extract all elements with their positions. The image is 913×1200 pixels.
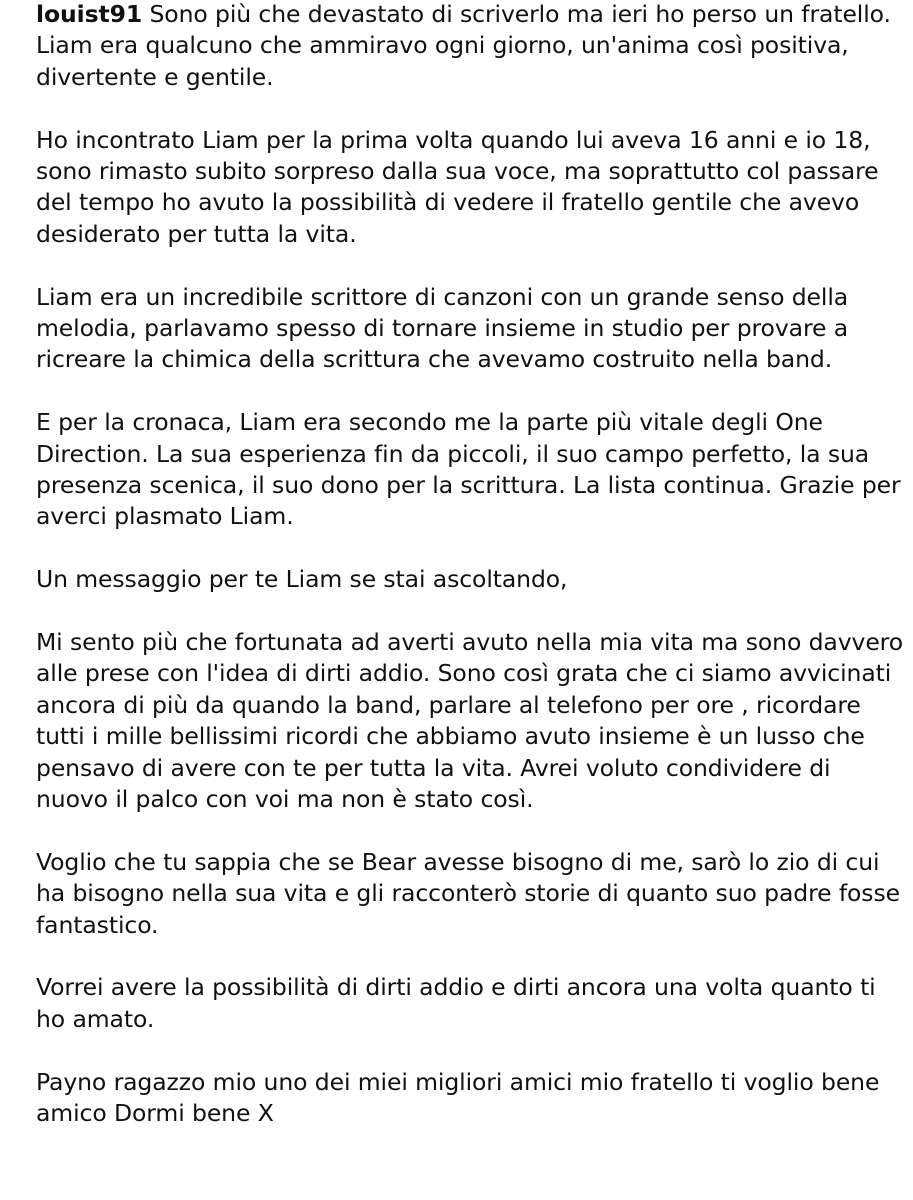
caption-paragraph-1-text: Sono più che devastato di scriverlo ma ieri ho perso un fratello. Liam era qualcuno che ammiravo ogni giorno, un'anima così positiva, divertente e gentile. — [36, 0, 891, 91]
caption-paragraph-7: Voglio che tu sappia che se Bear avesse bisogno di me, sarò lo zio di cui ha bisogno nella sua vita e gli racconterò storie di quanto suo padre fosse fantastico. — [36, 847, 900, 939]
caption-paragraph-3: Liam era un incredibile scrittore di canzoni con un grande senso della melodia, parlavamo spesso di tornare insieme in studio per provare a ricreare la chimica della scrittura che avevamo costruito nella band. — [36, 282, 849, 374]
post-caption — [36, 0, 906, 1161]
caption-paragraph-6: Mi sento più che fortunata ad averti avuto nella mia vita ma sono davvero alle prese con l'idea di dirti addio. Sono così grata che ci siamo avvicinati ancora di più da quando la band, parlare al telefono per ore , ricordare tutti i mille bellissimi ricordi che abbiamo avuto insieme è un lusso che pensavo di avere con te per tutta la vita. Avrei voluto condividere di nuovo il palco con voi ma non è stato così. — [36, 628, 904, 814]
caption-paragraph-2: Ho incontrato Liam per la prima volta quando lui aveva 16 anni e io 18, sono rimasto subito sorpreso dalla sua voce, ma soprattutto col passare del tempo ho avuto la possibilità di vedere il fratello gentile che avevo desiderato per tutta la vita. — [36, 125, 879, 248]
caption-paragraph-9: Payno ragazzo mio uno dei miei migliori amici mio fratello ti voglio bene amico Dormi bene X — [36, 1067, 880, 1128]
caption-paragraph-5: Un messaggio per te Liam se stai ascoltando, — [36, 565, 568, 594]
caption-paragraph-4: E per la cronaca, Liam era secondo me la parte più vitale degli One Direction. La sua esperienza fin da piccoli, il suo campo perfetto, la sua presenza scenica, il suo dono per la scrittura. La lista continua. Grazie per averci plasmato Liam. — [36, 408, 901, 531]
caption-paragraph-1 — [36, 0, 906, 93]
username[interactable]: louist91 — [36, 0, 143, 28]
caption-paragraph-8: Vorrei avere la possibilità di dirti addio e dirti ancora una volta quanto ti ho amato. — [36, 973, 876, 1033]
